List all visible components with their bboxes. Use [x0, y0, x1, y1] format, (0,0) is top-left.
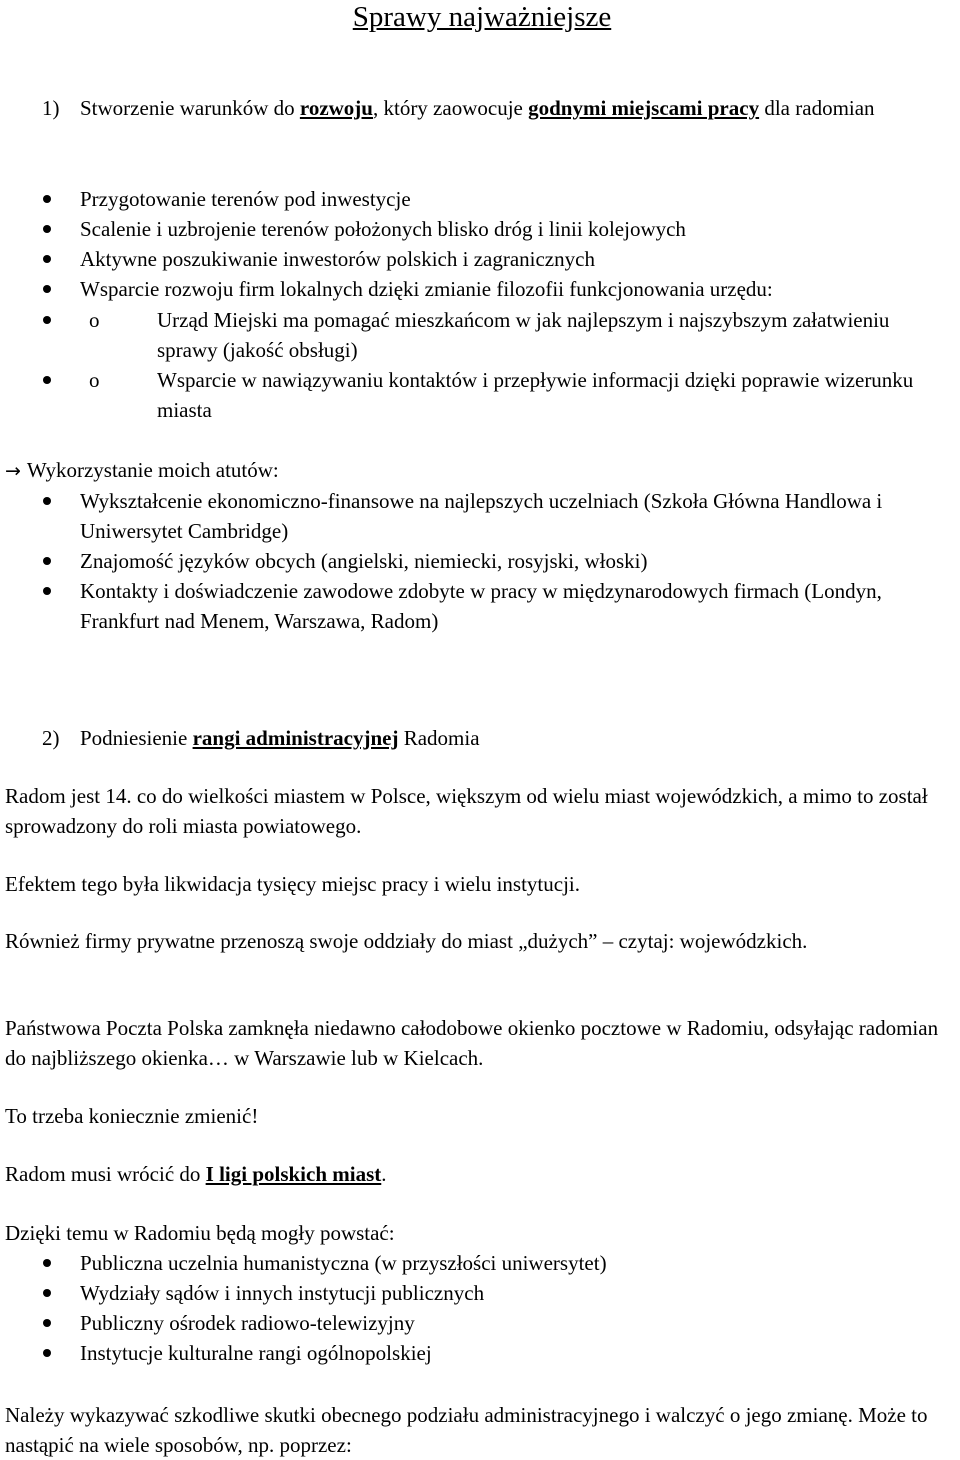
- arrow-right-icon: →: [5, 460, 21, 482]
- list-item: [0, 486, 960, 546]
- list-item-text: Publiczny ośrodek radiowo-telewizyjny: [80, 1311, 415, 1335]
- section-1-text-pre: Stworzenie warunków do: [80, 96, 300, 120]
- section-2-text: [80, 723, 960, 753]
- list-item-text: Scalenie i uzbrojenie terenów położonych blisko dróg i linii kolejowych: [80, 217, 686, 241]
- paragraph-8: Należy wykazywać szkodliwe skutki obecnego podziału administracyjnego i walczyć o jego zmianę. Może to nastąpić na wiele sposobów, np. poprzez:: [5, 1403, 928, 1457]
- bullet-list-1: [0, 184, 960, 304]
- sub-list-item: [0, 305, 937, 365]
- paragraph-1: Radom jest 14. co do wielkości miastem w Polsce, większym od wielu miast wojewódzkich, a mimo to został sprowadzony do roli miasta powiatowego.: [5, 784, 928, 838]
- section-1-text-mid: , który zaowocuje: [372, 96, 529, 120]
- list-item: [0, 214, 960, 244]
- paragraph-4: Państwowa Poczta Polska zamknęła niedawno całodobowe okienko pocztowe w Radomiu, odsyłając radomian do najbliższego okienka… w Warszawie lub w Kielcach.: [5, 1016, 939, 1070]
- list-item: [0, 1278, 960, 1308]
- paragraph-7: Dzięki temu w Radomiu będą mogły powstać:: [5, 1221, 395, 1245]
- paragraph-6-post: .: [381, 1162, 387, 1186]
- list-item: [0, 184, 960, 214]
- sub-bullet-marker: o: [89, 308, 100, 332]
- list-item: [0, 244, 960, 274]
- section-2-emph: rangi administracyjnej: [192, 726, 399, 750]
- atuty-heading-text: Wykorzystanie moich atutów:: [26, 458, 279, 482]
- section-2-text-pre: Podniesienie: [80, 726, 193, 750]
- sub-list-item-text: Wsparcie w nawiązywaniu kontaktów i przepływie informacji dzięki poprawie wizerunku miasta: [157, 368, 914, 422]
- list-item: [0, 576, 960, 636]
- paragraph-6-pre: Radom musi wrócić do: [5, 1162, 206, 1186]
- sub-list-1: [0, 305, 960, 425]
- list-item: [0, 1248, 960, 1278]
- atuty-heading: [5, 455, 960, 486]
- paragraph-6-emph: I ligi polskich miast: [205, 1162, 382, 1186]
- sub-bullet-marker: o: [89, 368, 100, 392]
- list-item: [0, 1338, 960, 1368]
- paragraph-3: Również firmy prywatne przenoszą swoje oddziały do miast „dużych” – czytaj: wojewódzkich.: [5, 929, 808, 953]
- list-item-text: Przygotowanie terenów pod inwestycje: [80, 187, 411, 211]
- list-item: [0, 546, 960, 576]
- section-1-emph-rozwoju: rozwoju: [299, 96, 373, 120]
- list-item-text: Kontakty i doświadczenie zawodowe zdobyte w pracy w międzynarodowych firmach (Londyn, Frankfurt nad Menem, Warszawa, Radom): [80, 579, 882, 633]
- section-1-number: 1): [42, 96, 60, 120]
- page-title: Sprawy najważniejsze: [352, 1, 612, 33]
- list-item-text: Wykształcenie ekonomiczno-finansowe na najlepszych uczelniach (Szkoła Główna Handlowa i Uniwersytet Cambridge): [80, 489, 883, 543]
- paragraph-6: [5, 1159, 960, 1189]
- list-item: [0, 274, 960, 304]
- list-item-text: Instytucje kulturalne rangi ogólnopolskiej: [80, 1341, 432, 1365]
- section-2-text-post: Radomia: [398, 726, 480, 750]
- sub-list-item: [0, 365, 937, 425]
- list-item-text: Aktywne poszukiwanie inwestorów polskich i zagranicznych: [80, 247, 595, 271]
- section-2-number: 2): [42, 726, 60, 750]
- bullet-list-3: [0, 1248, 960, 1368]
- section-1-text: [80, 93, 960, 123]
- paragraph-2: Efektem tego była likwidacja tysięcy miejsc pracy i wielu instytucji.: [5, 872, 580, 896]
- list-item-text: Wsparcie rozwoju firm lokalnych dzięki zmianie filozofii funkcjonowania urzędu:: [80, 277, 773, 301]
- bullet-list-2: [0, 486, 960, 636]
- sub-list-item-text: Urząd Miejski ma pomagać mieszkańcom w jak najlepszym i najszybszym załatwieniu sprawy (jakość obsługi): [157, 308, 890, 362]
- paragraph-5: To trzeba koniecznie zmienić!: [5, 1104, 259, 1128]
- section-1-text-post: dla radomian: [759, 96, 875, 120]
- section-1-emph-miejsca-pracy: godnymi miejscami pracy: [528, 96, 760, 120]
- list-item: [0, 1308, 960, 1338]
- list-item-text: Wydziały sądów i innych instytucji publicznych: [80, 1281, 485, 1305]
- list-item-text: Publiczna uczelnia humanistyczna (w przyszłości uniwersytet): [80, 1251, 607, 1275]
- list-item-text: Znajomość języków obcych (angielski, niemiecki, rosyjski, włoski): [80, 549, 648, 573]
